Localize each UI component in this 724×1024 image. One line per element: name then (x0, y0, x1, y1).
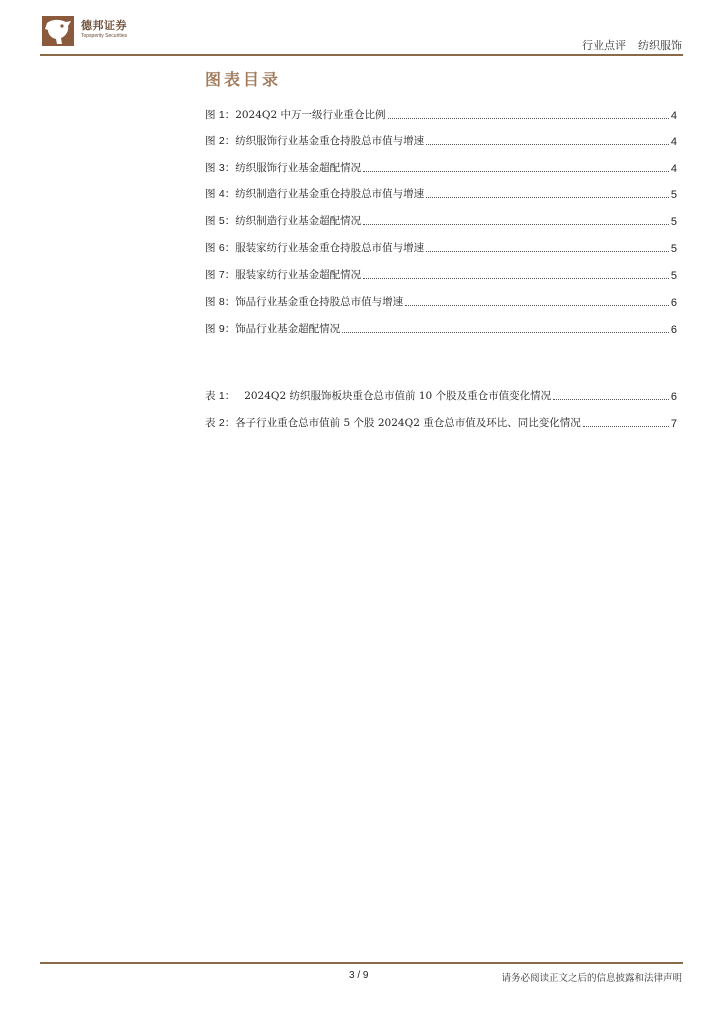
toc-entry-figure-7[interactable] (205, 268, 677, 282)
leader-dots (426, 196, 669, 198)
toc-page-number: 4 (670, 136, 677, 148)
leader-dots (363, 277, 669, 279)
logo-chinese-name: 德邦证券 (81, 19, 127, 32)
toc-entry-label: 图 2：纺织服饰行业基金重仓持股总市值与增速 (205, 135, 425, 147)
toc-page-number: 5 (670, 243, 677, 255)
toc-entry-figure-4[interactable] (205, 187, 677, 201)
toc-entry-label: 图 1：2024Q2 中万一级行业重仓比例 (205, 109, 386, 121)
toc-entry-label: 图 3：纺织服饰行业基金超配情况 (205, 162, 362, 174)
page-header (0, 0, 724, 60)
toc-entry-label: 图 5：纺织制造行业基金超配情况 (205, 215, 362, 227)
header-divider (40, 54, 683, 56)
toc-page-number: 5 (670, 189, 677, 201)
toc-page-number: 6 (670, 297, 677, 309)
toc-entry-figure-3[interactable] (205, 161, 677, 175)
toc-entry-label: 表 2：各子行业重仓总市值前 5 个股 2024Q2 重仓总市值及环比、同比变化情况 (205, 417, 581, 429)
toc-entry-label: 表 1： 2024Q2 纺织服饰板块重仓总市值前 10 个股及重仓市值变化情况 (205, 390, 552, 402)
leader-dots (342, 331, 669, 333)
leader-dots (426, 250, 669, 252)
toc-page-number: 7 (670, 418, 677, 430)
toc-page-number: 4 (670, 110, 677, 122)
toc-page-number: 5 (670, 270, 677, 282)
leader-dots (583, 425, 669, 427)
toc-entry-table-1[interactable] (205, 389, 677, 403)
toc-entry-label: 图 9：饰品行业基金超配情况 (205, 323, 341, 335)
leader-dots (363, 170, 669, 172)
leader-dots (405, 304, 669, 306)
leader-dots (553, 398, 669, 400)
toc-page-number: 4 (670, 163, 677, 175)
report-category (582, 37, 682, 53)
toc-page-number: 5 (670, 216, 677, 228)
toc-entry-figure-2[interactable] (205, 134, 677, 148)
toc-entry-label: 图 6：服装家纺行业基金重仓持股总市值与增速 (205, 242, 425, 254)
toc-entry-label: 图 8：饰品行业基金重仓持股总市值与增速 (205, 296, 404, 308)
toc-page-number: 6 (670, 391, 677, 403)
logo-english-name: Topsperity Securities (81, 33, 128, 39)
toc-entry-label: 图 4：纺织制造行业基金重仓持股总市值与增速 (205, 188, 425, 200)
toc-entry-figure-8[interactable] (205, 295, 677, 309)
toc-entry-figure-6[interactable] (205, 241, 677, 255)
report-type: 行业点评 (582, 39, 626, 52)
logo-icon (40, 14, 76, 48)
toc-entry-figure-1[interactable] (205, 108, 677, 122)
toc-entry-figure-9[interactable] (205, 322, 677, 336)
footer-divider (40, 962, 683, 964)
toc-entry-label: 图 7：服装家纺行业基金超配情况 (205, 269, 362, 281)
toc-page-number: 6 (670, 324, 677, 336)
leader-dots (363, 223, 669, 225)
leader-dots (388, 117, 669, 119)
toc-entry-table-2[interactable] (205, 416, 677, 430)
report-sector: 纺织服饰 (638, 39, 682, 52)
page-number: 3 / 9 (349, 970, 369, 981)
legal-disclaimer: 请务必阅读正文之后的信息披露和法律声明 (501, 973, 682, 984)
toc-entry-figure-5[interactable] (205, 214, 677, 228)
company-logo (40, 14, 140, 50)
leader-dots (426, 143, 669, 145)
toc-title: 图表目录 (205, 70, 282, 89)
